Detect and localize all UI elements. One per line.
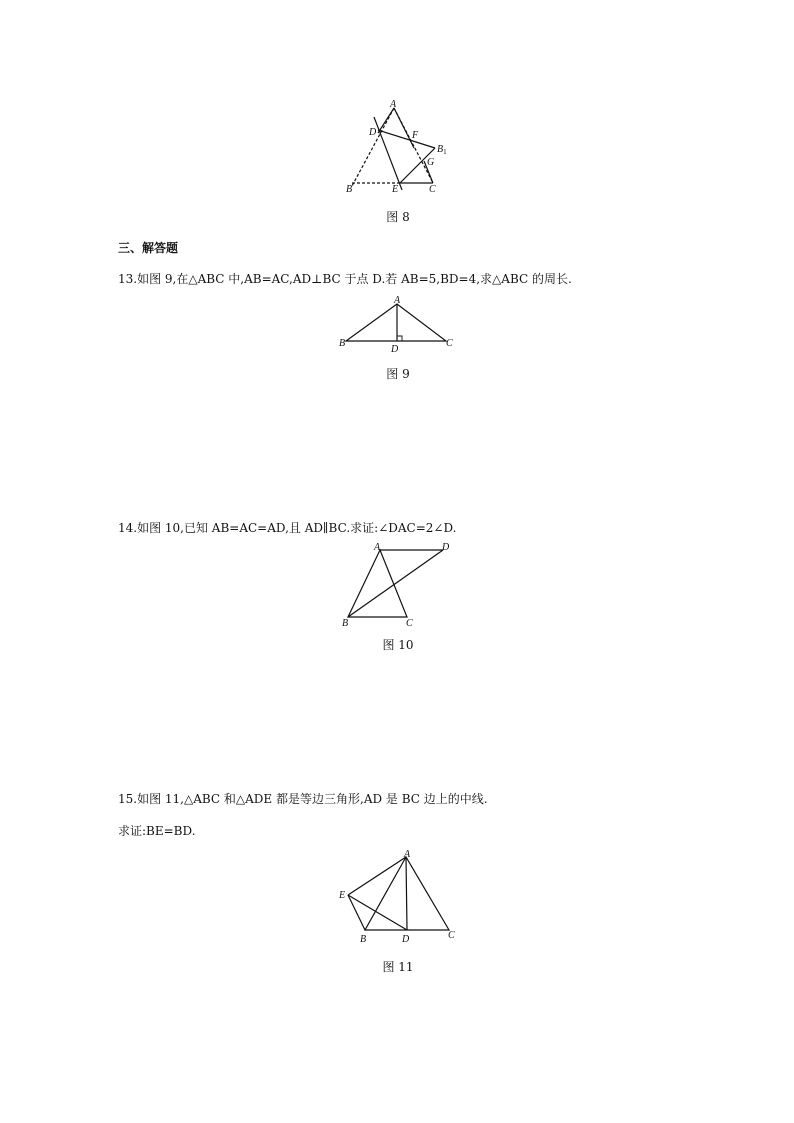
fig9-label-C: C (446, 338, 453, 349)
figure-10 (336, 538, 461, 630)
question-15-text-line2: 求证:BE=BD. (118, 824, 196, 838)
fig8-label-A: A (390, 99, 397, 110)
question-15-text-line1: 15.如图 11,△ABC 和△ADE 都是等边三角形,AD 是 BC 边上的中线. (118, 792, 488, 806)
fig10-line-DB (348, 550, 443, 617)
fig8-label-B1: $B_1$ (437, 144, 447, 156)
fig8-label-C: C (429, 184, 436, 195)
fig8-fold-line (374, 117, 402, 190)
figure-9 (336, 293, 461, 353)
question-13-text: 13.如图 9,在△ABC 中,AB=AC,AD⊥BC 于点 D.若 AB=5,BD=4,求△ABC 的周长. (118, 272, 572, 286)
fig9-label-B: B (339, 338, 346, 349)
fig9-label-D: D (391, 344, 399, 353)
fig11-label-A: A (404, 849, 411, 860)
fig8-label-F: F (412, 130, 419, 141)
fig10-label-C: C (406, 618, 413, 629)
figure-11 (332, 845, 462, 945)
fig10-triangle-ABC (348, 550, 407, 617)
fig11-label-E: E (339, 890, 346, 901)
fig8-line-AF (394, 108, 414, 148)
fig10-label-D: D (442, 542, 450, 553)
fig10-label-B: B (342, 618, 349, 629)
figure-9-caption: 图 9 (386, 367, 410, 381)
fig8-line-AB-dashed (352, 108, 394, 186)
fig8-label-D: D (369, 127, 377, 138)
section-heading: 三、解答题 (118, 241, 179, 255)
fig8-label-G: G (427, 157, 435, 168)
fig11-median-AD (406, 857, 407, 930)
fig11-label-B: B (360, 934, 367, 945)
figure-8-caption: 图 8 (386, 210, 410, 224)
fig9-label-A: A (394, 295, 401, 306)
fig8-label-B: B (346, 184, 353, 195)
fig8-line-AD (378, 108, 394, 133)
figure-11-caption: 图 11 (382, 960, 414, 974)
figure-10-caption: 图 10 (382, 638, 414, 652)
question-14-text: 14.如图 10,已知 AB=AC=AD,且 AD∥BC.求证:∠DAC=2∠D. (118, 521, 457, 535)
fig11-line-AE (348, 857, 406, 895)
fig9-triangle-ABC (346, 304, 446, 341)
figure-8 (330, 95, 470, 200)
fig10-label-A: A (374, 542, 381, 553)
fig8-label-E: E (392, 184, 399, 195)
fig11-label-D: D (402, 934, 410, 945)
fig11-label-C: C (448, 930, 455, 941)
fig9-right-angle-mark (397, 336, 402, 341)
